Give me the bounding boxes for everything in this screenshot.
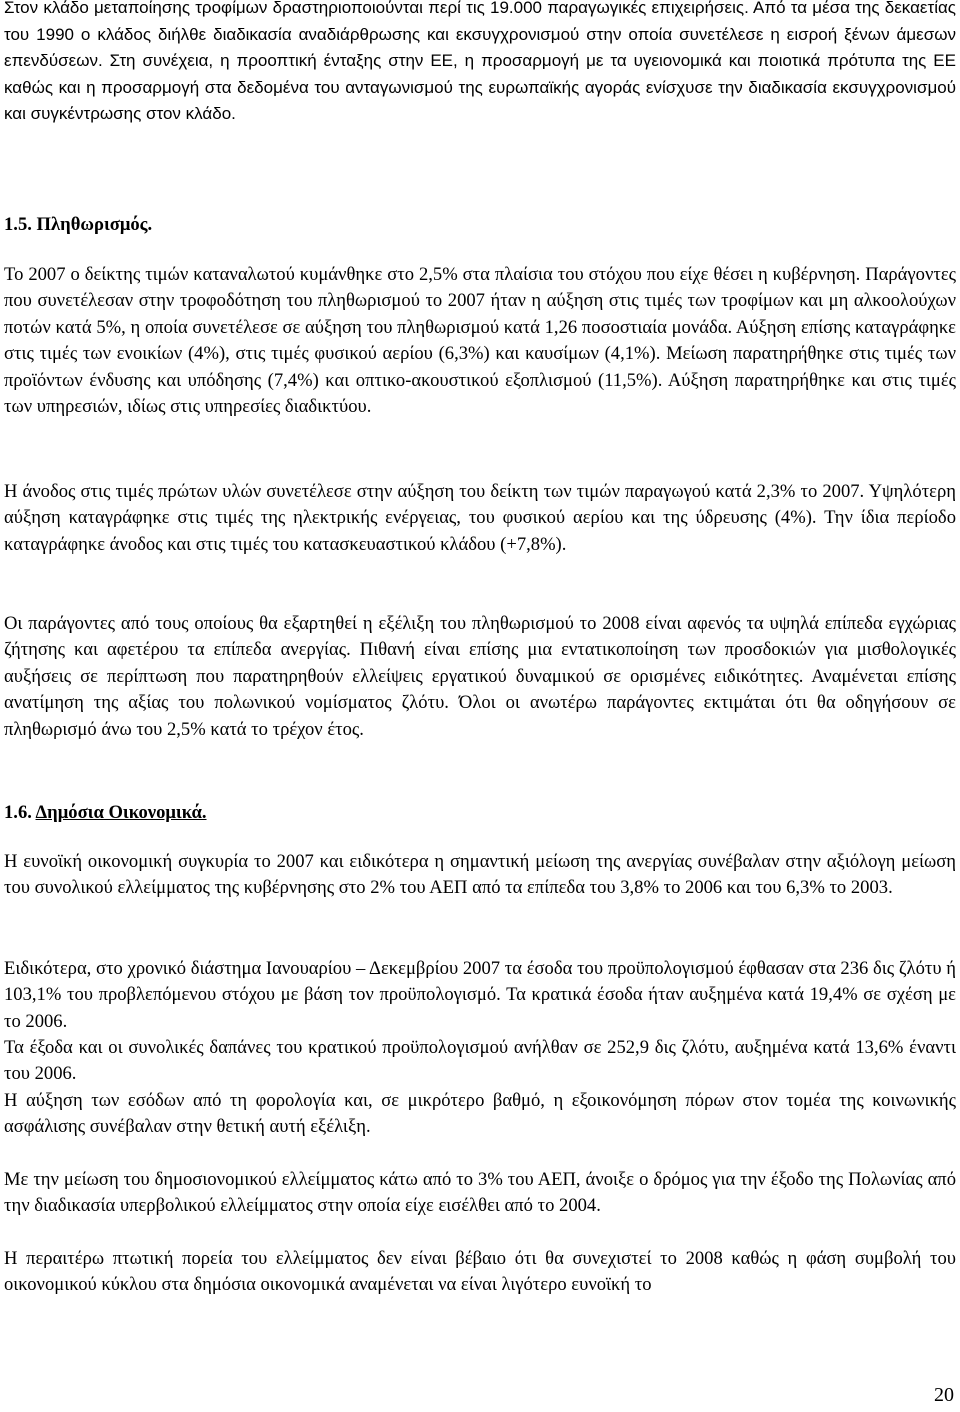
inflation-paragraph-2: Η άνοδος στις τιμές πρώτων υλών συνετέλεσε στην αύξηση του δείκτη των τιμών παραγωγού κατά 2,3% το 2007. Υψηλότερη αύξηση καταγράφηκε στις τιμές της ηλεκτρικής ενέργειας, του φυσικού αερίου και της ύδρευσης (4%). Την ίδια περίοδο καταγράφηκε άνοδος και στις τιμές του κατασκευαστικού κλάδου (+7,8%). bbox=[4, 481, 956, 555]
finance-paragraph-5: Με την μείωση του δημοσιονομικού ελλείμματος κάτω από το 3% του ΑΕΠ, άνοιξε ο δρόμος για την έξοδο της Πολωνίας από την διαδικασία υπερβολικού ελλείμματος στην οποία είχε εισέλθει από το 2004. bbox=[4, 1169, 956, 1217]
finance-paragraph-3: Τα έξοδα και οι συνολικές δαπάνες του κρατικού προϋπολογισμού ανήλθαν σε 252,9 δις ζλότυ, αυξημένα κατά 13,6% έναντι του 2006. bbox=[4, 1037, 956, 1085]
section-1-5-heading: 1.5. Πληθωρισμός. bbox=[4, 214, 153, 235]
inflation-paragraph-3: Οι παράγοντες από τους οποίους θα εξαρτηθεί η εξέλιξη του πληθωρισμού το 2008 είναι αφενός τα υψηλά επίπεδα εγχώριας ζήτησης και αφετέρου τα επίπεδα ανεργίας. Πιθανή είναι επίσης μια εντατικοποίηση των προσδοκιών για μισθολογικές αυξήσεις σε περίπτωση που παρατηρηθούν ελλείψεις εργατικού δυναμικού σε ορισμένες ειδικότητες. Αναμένεται επίσης ανατίμηση της αξίας του πολωνικού νομίσματος ζλότυ. Όλοι οι ανωτέρω παράγοντες εκτιμάται ότι θα οδηγήσουν σε πληθωρισμό άνω του 2,5% κατά το τρέχον έτος. bbox=[4, 613, 956, 740]
intro-paragraph: Στον κλάδο μεταποίησης τροφίμων δραστηριοποιούνται περί τις 19.000 παραγωγικές επιχειρήσεις. Από τα μέσα της δεκαετίας του 1990 ο κλάδος διήλθε διαδικασία αναδιάρθρωσης και εκσυγχρονισμού στην οποία συνετέλεσε η εισροή ξένων άμεσων επενδύσεων. Στη συνέχεια, η προοπτική ένταξης στην ΕΕ, η προσαρμογή με τα υγειονομικά και ποιοτικά πρότυπα της ΕΕ καθώς και η προσαρμογή στα δεδομένα του ανταγωνισμού της ευρωπαϊκής αγοράς ενίσχυσε την διαδικασία εκσυγχρονισμού και συγκέντρωσης στον κλάδο. bbox=[4, 0, 956, 123]
section-1-6-heading bbox=[4, 800, 207, 826]
inflation-paragraph-1: Το 2007 ο δείκτης τιμών καταναλωτού κυμάνθηκε στο 2,5% στα πλαίσια του στόχου που είχε θέσει η κυβέρνηση. Παράγοντες που συνετέλεσαν στην τροφοδότηση του πληθωρισμού το 2007 ήταν η αύξηση στις τιμές των τροφίμων και μη αλκοολούχων ποτών κατά 5%, η οποία συνετέλεσε σε αύξηση του πληθωρισμού κατά 1,26 ποσοστιαία μονάδα. Αύξηση επίσης καταγράφηκε στις τιμές των ενοικίων (4%), στις τιμές φυσικού αερίου (6,3%) και καυσίμων (4,1%). Μείωση παρατηρήθηκε στις τιμές των προϊόντων ένδυσης και υπόδησης (7,4%) και οπτικο-ακουστικού εξοπλισμού (11,5%). Αύξηση παρατηρήθηκε και στις τιμές των υπηρεσιών, ιδίως στις υπηρεσίες διαδικτύου. bbox=[4, 264, 956, 418]
page-number: 20 bbox=[934, 1384, 954, 1406]
finance-paragraph-2: Ειδικότερα, στο χρονικό διάστημα Ιανουαρίου – Δεκεμβρίου 2007 τα έσοδα του προϋπολογισμού έφθασαν στα 236 δις ζλότυ ή 103,1% του προβλεπόμενου στόχου με βάση τον προϋπολογισμό. Τα κρατικά έσοδα ήταν αυξημένα κατά 19,4% σε σχέση με το 2006. bbox=[4, 958, 956, 1032]
finance-paragraph-1: Η ευνοϊκή οικονομική συγκυρία το 2007 και ειδικότερα η σημαντική μείωση της ανεργίας συνέβαλαν στην αξιόλογη μείωση του συνολικού ελλείμματος της κυβέρνησης στο 2% του ΑΕΠ από τα επίπεδα του 3,8% το 2006 και του 6,3% το 2003. bbox=[4, 851, 956, 899]
finance-paragraph-4: Η αύξηση των εσόδων από τη φορολογία και, σε μικρότερο βαθμό, η εξοικονόμηση πόρων στον τομέα της κοινωνικής ασφάλισης συνέβαλαν στην θετική αυτή εξέλιξη. bbox=[4, 1090, 956, 1138]
finance-paragraph-6: Η περαιτέρω πτωτική πορεία του ελλείμματος δεν είναι βέβαιο ότι θα συνεχιστεί το 2008 καθώς η φάση συμβολή του οικονομικού κύκλου στα δημόσια οικονομικά αναμένεται να είναι λιγότερο ευνοϊκή το bbox=[4, 1248, 956, 1296]
section-1-6-number: 1.6. bbox=[4, 802, 32, 823]
section-1-6-title: Δημόσια Οικονομικά. bbox=[35, 802, 207, 823]
